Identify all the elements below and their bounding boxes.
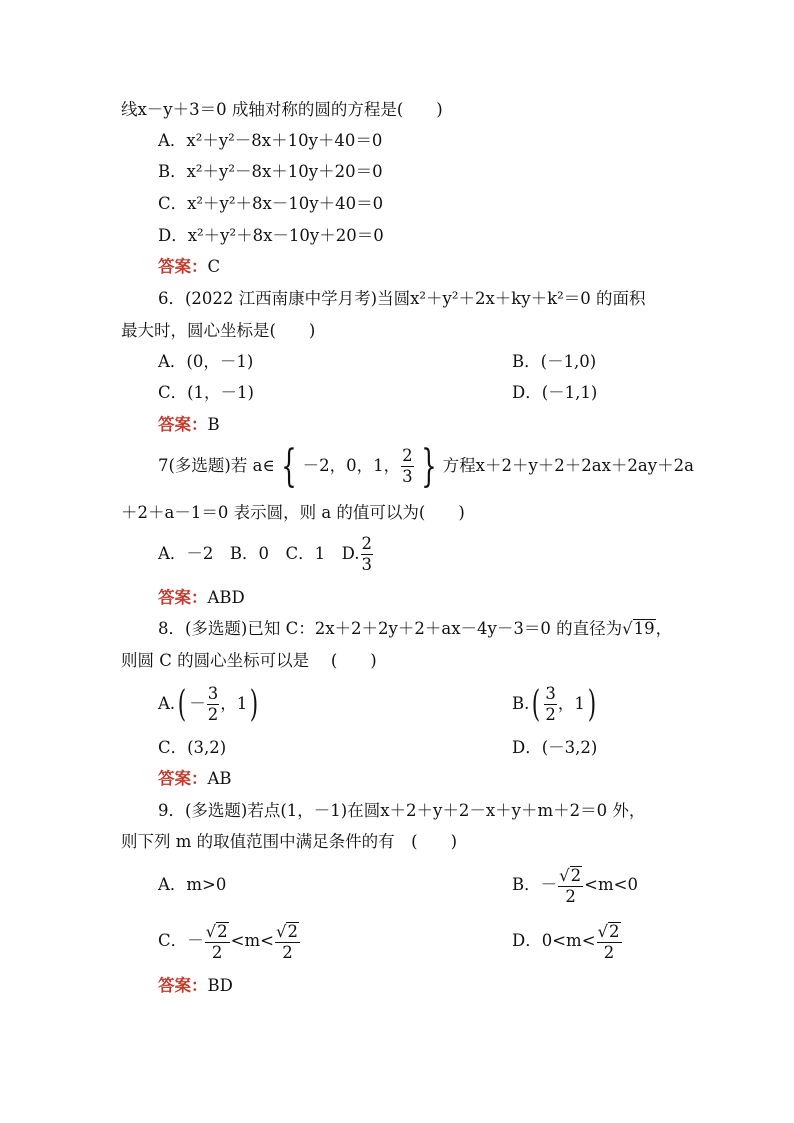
radicand: 2: [609, 921, 620, 941]
option-text: C．－: [158, 931, 204, 950]
fraction-denominator: 2: [282, 942, 293, 962]
answer-label: 答案：: [158, 415, 208, 434]
q9-option-d-fraction: [597, 922, 622, 962]
q7-stem-line1: [158, 440, 694, 492]
radicand: 2: [217, 921, 228, 941]
option-text: D．0<m<: [512, 931, 596, 950]
q7-stem-line2: ＋2＋a－1＝0 表示圆，则 a 的值可以为( ): [121, 503, 465, 522]
right-paren: ): [587, 683, 597, 725]
q7-set-items: －2，0，1，: [302, 456, 401, 475]
left-paren: (: [532, 683, 541, 725]
left-paren: (: [177, 683, 187, 725]
fraction-numerator: [558, 866, 583, 887]
q9-option-c: [158, 916, 301, 966]
q8-option-b-fraction: [544, 686, 557, 723]
q8-stem-line1: [158, 618, 672, 640]
q9-stem-line2: 则下列 m 的取值范围中满足条件的有 ( ): [121, 832, 458, 851]
q9-option-c-fraction-2: [275, 922, 300, 962]
q5-option-c: C．x²＋y²＋8x－10y＋40＝0: [158, 194, 384, 213]
minus-sign: －: [189, 694, 206, 713]
option-letter: A.: [158, 694, 176, 713]
answer-label: 答案：: [158, 976, 208, 995]
q9-answer: [158, 975, 233, 997]
fraction-denominator: 2: [207, 704, 219, 724]
answer-label: 答案：: [158, 588, 208, 607]
q8-answer: [158, 768, 232, 790]
q6-option-b: B．(－1,0): [512, 352, 597, 371]
q9-option-a: A．m>0: [158, 875, 227, 894]
q8-stem-text: 8．(多选题)已知 C：2x＋2＋2y＋2＋ax－4y－3＝0 的直径为: [158, 619, 623, 638]
answer-label: 答案：: [158, 769, 208, 788]
fraction-numerator: 2: [402, 446, 413, 465]
q6-answer: [158, 414, 220, 436]
left-brace: {: [280, 440, 297, 492]
q9-option-c-fraction-1: [205, 922, 230, 962]
option-tail: ，1: [557, 694, 585, 713]
q6-stem-line2: 最大时，圆心坐标是( ): [121, 321, 316, 340]
fraction-denominator: 2: [565, 886, 576, 906]
q9-option-b: [512, 860, 638, 910]
answer-value: AB: [207, 769, 232, 788]
q6-option-c: C．(1，－1): [158, 383, 254, 402]
q7-answer: [158, 587, 245, 609]
q8-option-b: [512, 681, 599, 727]
q8-option-d: D．(－3,2): [512, 738, 598, 757]
sqrt-icon: √: [205, 921, 217, 941]
option-text-mid: <m<: [230, 931, 274, 950]
fraction-denominator: 3: [361, 554, 373, 574]
q9-stem-line1: 9．(多选题)若点(1，－1)在圆x＋2＋y＋2－x＋y＋m＋2＝0 外，: [158, 801, 646, 820]
answer-label: 答案：: [158, 257, 208, 276]
fraction-numerator: [275, 922, 300, 943]
radicand: 2: [570, 865, 582, 885]
answer-value: B: [207, 415, 220, 434]
q5-answer: [158, 256, 220, 278]
right-brace: }: [420, 440, 437, 492]
q9-option-b-fraction: [558, 866, 583, 906]
q7-options: [158, 531, 374, 577]
sqrt-icon: √: [559, 865, 570, 885]
sqrt-icon: √: [622, 619, 633, 638]
right-paren: ): [250, 683, 259, 725]
fraction-denominator: 2: [211, 942, 223, 962]
option-text-tail: <m<0: [584, 875, 638, 894]
answer-value: C: [207, 257, 221, 276]
q5-option-b: B．x²＋y²－8x＋10y＋20＝0: [158, 162, 383, 181]
q5-option-d: D．x²＋y²＋8x－10y＋20＝0: [158, 226, 384, 245]
answer-value: BD: [207, 976, 233, 995]
fraction-numerator: [597, 922, 622, 943]
q5-option-a: A．x²＋y²－8x＋10y＋40＝0: [158, 131, 383, 150]
fraction-numerator: 3: [545, 684, 556, 703]
q6-option-a: A．(0，－1): [158, 352, 254, 371]
q9-option-d: [512, 916, 623, 966]
fraction-numerator: 3: [207, 684, 219, 703]
radicand: 2: [287, 921, 298, 941]
fraction-denominator: 3: [402, 466, 413, 486]
q6-option-d: D．(－1,1): [512, 383, 598, 402]
option-text: B．－: [512, 875, 558, 894]
sqrt-icon: √: [597, 921, 609, 941]
q8-option-a: [158, 681, 261, 727]
fraction-denominator: 2: [603, 942, 615, 962]
q8-option-c: C．(3,2): [158, 738, 227, 757]
q8-option-a-fraction: [207, 686, 220, 723]
q7-stem-suffix: 方程x＋2＋y＋2＋2ax＋2ay＋2a: [442, 456, 694, 475]
fraction-numerator: 2: [361, 534, 373, 553]
q8-stem-line2: 则圆 C 的圆心坐标可以是 ( ): [121, 651, 377, 670]
sqrt-icon: √: [275, 921, 287, 941]
q6-stem-line1: 6．(2022 江西南康中学月考)当圆x²＋y²＋2x＋ky＋k²＝0 的面积: [158, 289, 646, 308]
option-tail: ，1: [220, 694, 248, 713]
q8-radicand: 19: [633, 619, 655, 638]
q7-options-text: A．－2 B．0 C．1 D.: [158, 544, 360, 563]
q8-stem-end: ，: [655, 619, 673, 638]
q7-set-fraction: [401, 448, 414, 485]
fraction-numerator: [205, 922, 230, 943]
q7-stem-prefix: 7(多选题)若 a∈: [158, 456, 275, 475]
answer-value: ABD: [207, 588, 245, 607]
option-letter: B.: [512, 694, 530, 713]
q7-option-d-fraction: [361, 536, 374, 573]
fraction-denominator: 2: [545, 704, 556, 724]
q5-stem-tail: 线x－y＋3＝0 成轴对称的圆的方程是( ): [121, 100, 443, 119]
